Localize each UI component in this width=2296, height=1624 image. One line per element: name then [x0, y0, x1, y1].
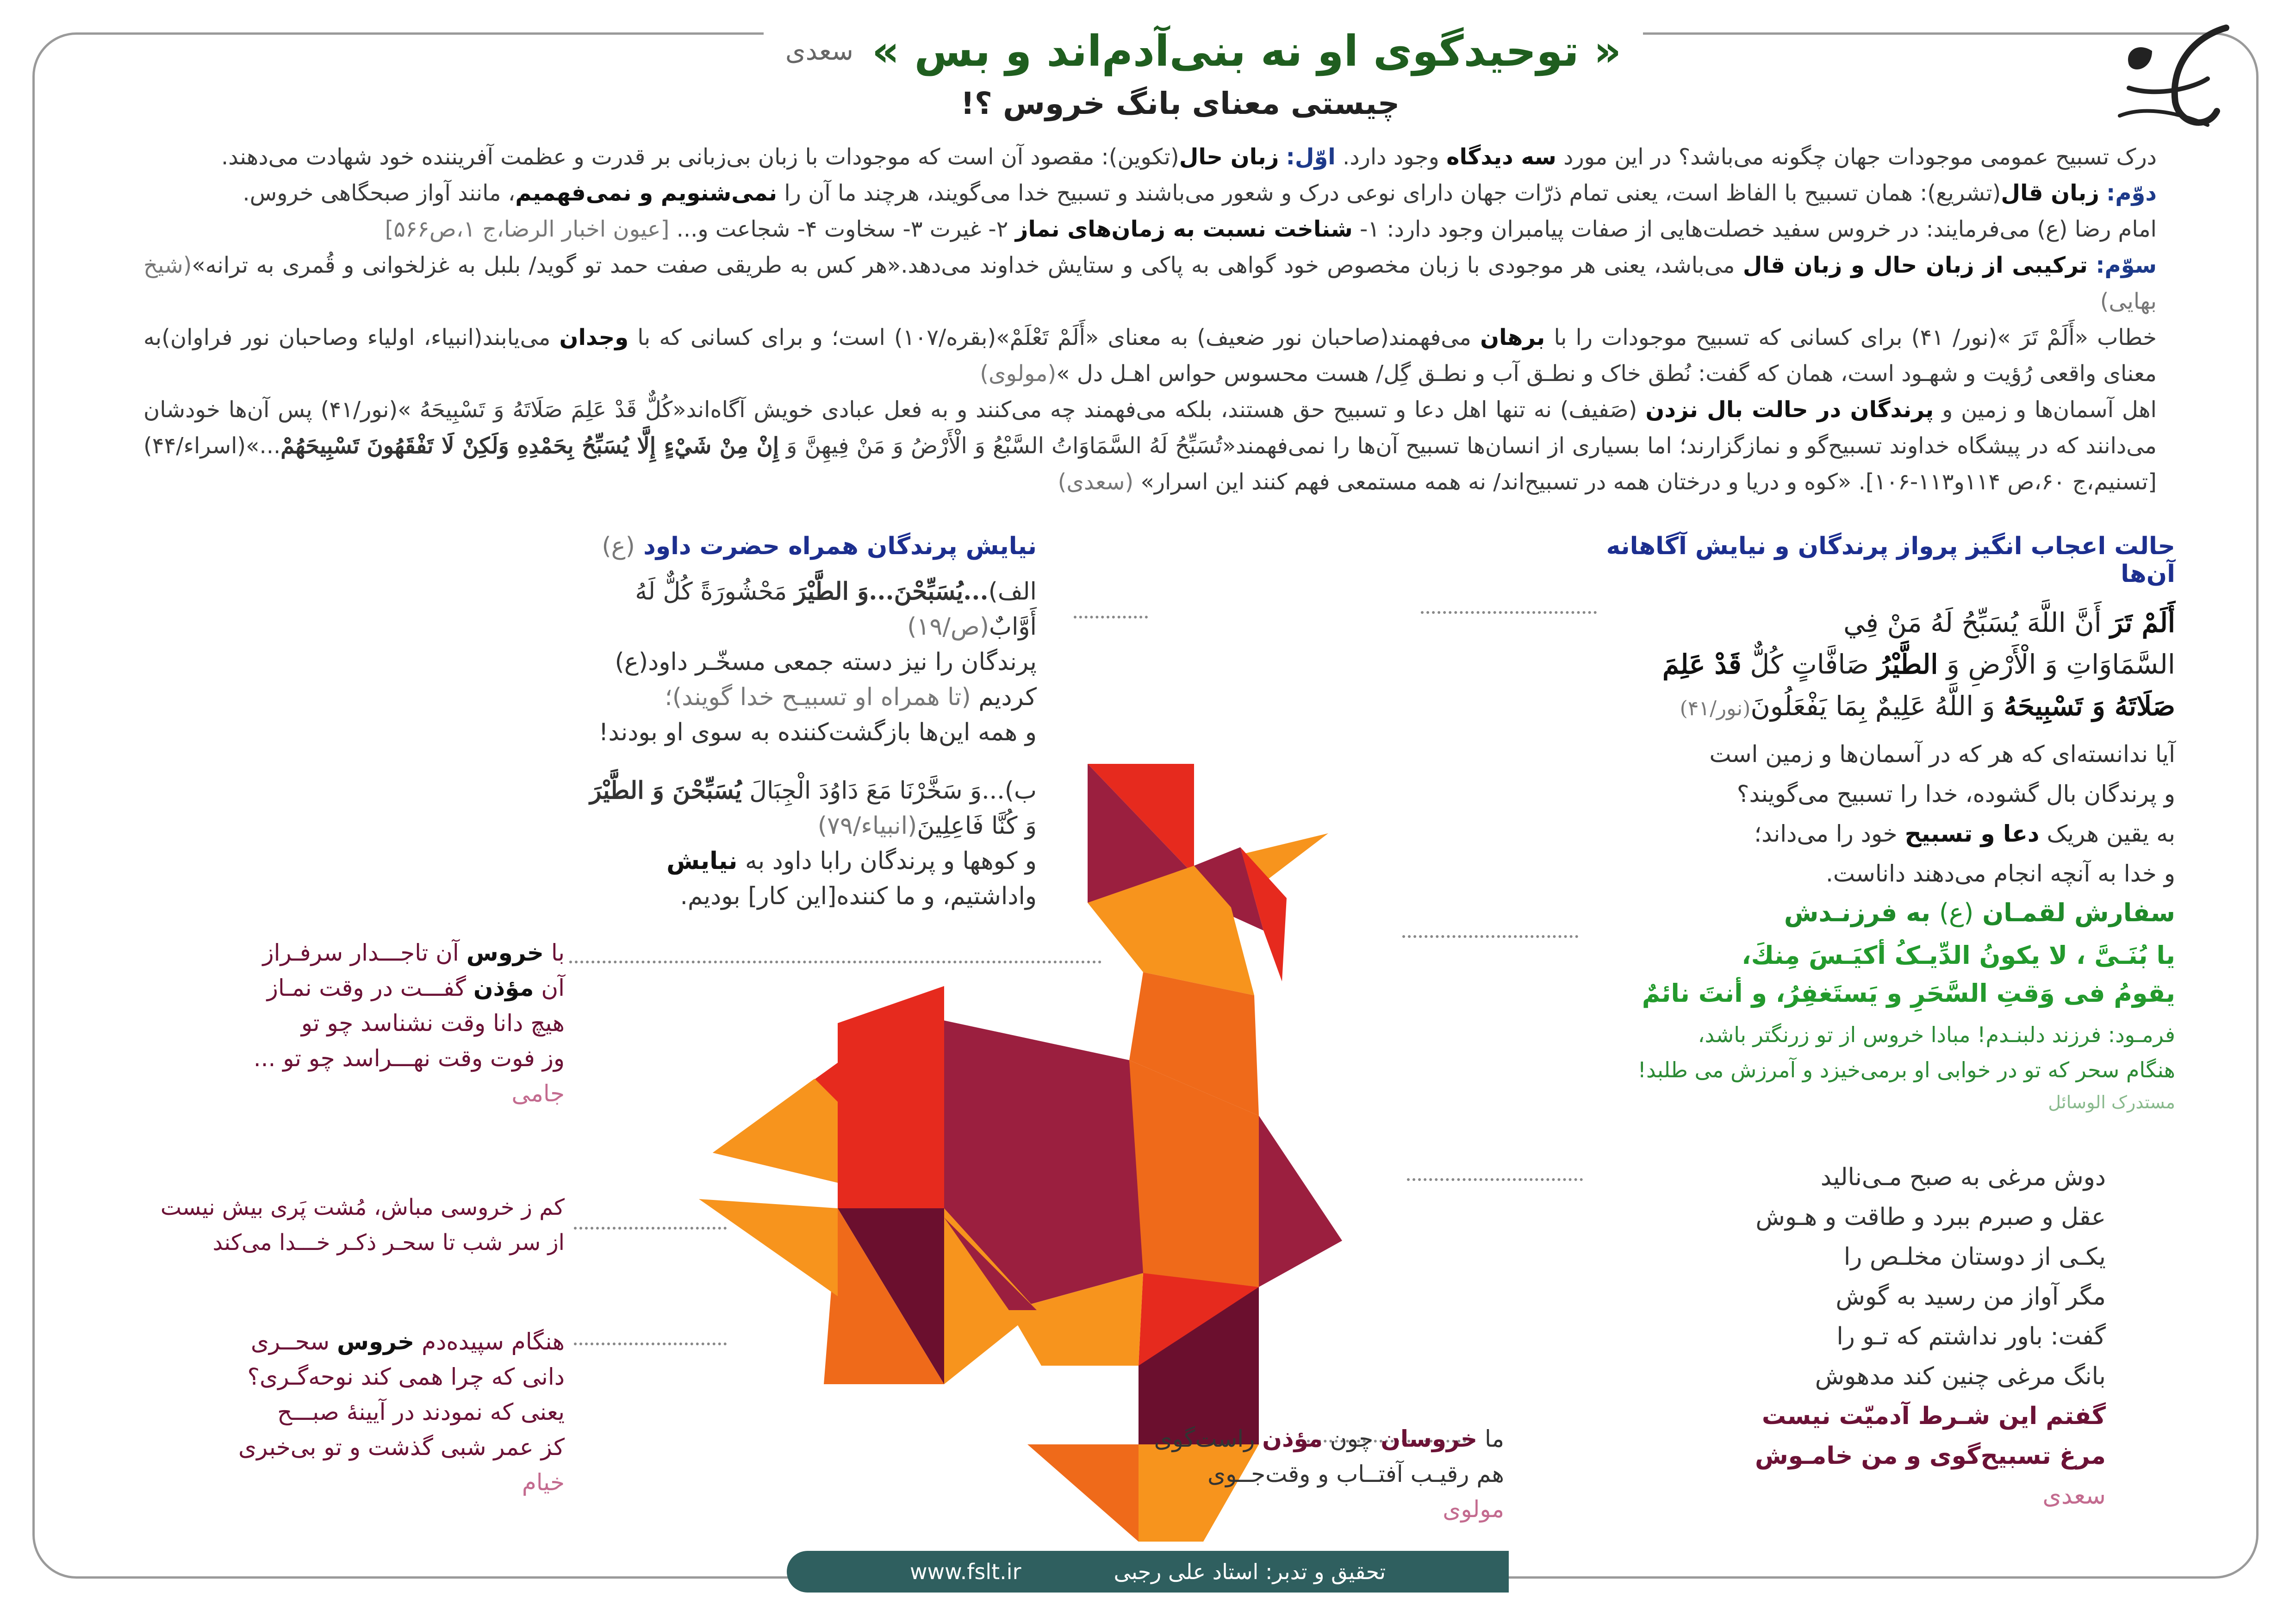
page-subtitle: چیستی معنای بانگ خروس ؟!: [960, 86, 1400, 121]
intro-line-6: اهل آسمان‌ها و زمین و پرندگان در حالت بال نزدن (صَفیف) نه تنها اهل دعا و تسبیح حق هستند، بلکه می‌فهمند چه می‌کنند و به فعل عبادی خویش آگاه‌اند«كُلٌّ قَدْ عَلِمَ صَلَاتَهُ وَ تَسْبِيحَهُ »(نور/۴۱) پس آن‌ها خودشان می‌دانند که در پیشگاه خداوند تسبیح‌گو و نمازگزارند؛ اما بسیاری از انسان‌ها تسبیح آن‌ها را نمی‌فهمند«تُسَبِّحُ لَهُ السَّمَاوَاتُ السَّبْعُ وَ الْأَرْضُ وَ مَنْ فِيهِنَّ وَ إِنْ مِنْ شَيْءٍ إِلَّا يُسَبِّحُ بِحَمْدِهِ وَلَكِنْ لَا تَفْقَهُونَ تَسْبِيحَهُمْ...»(اسراء/۴۴)[تسنیم،ج ۶۰،ص ۱۱۴و۱۱۳-۱۰۶]. «کوه و دریا و درختان همه در تسبیح‌اند/ نه همه مستمعی فهم کنند این اسرار» (سعدی): [143, 397, 2157, 495]
intro-text: [143, 139, 2157, 500]
intro-line-5: خطاب «أَلَمْ تَرَ »(نور/ ۴۱) برای کسانی که تسبیح موجودات را با برهان می‌فهمند(صاحبان نور ضعیف) به معنای «أَلَمْ تَعْلَمْ»(بقره/۱۰۷) است؛ و برای کسانی که با وجدان می‌یابند(انبیاء، اولیاء وصاحبان نور فراوان)به معنای واقعی رُؤیت و شهـود است، همان که گفت: نُطق خاک و نطـق آب و نطـق گِل/ هست محسوس حواس اهـل دل »(مولوی): [143, 325, 2157, 387]
footer-credit: تحقیق و تدبر: استاد علی رجبی: [1114, 1559, 1386, 1584]
rooster-tail-3: [838, 986, 944, 1208]
luqman-reference: مستدرک الوسائل: [2048, 1092, 2175, 1112]
jami-poem: با خروس آن تاجـــدار سرفـراز آن مؤذن گفـــت در وقت نمـاز هیچ دانا وقت نشناسد چو تو وز فوت وقت نهـــراسد چو تو ... جامی: [253, 939, 565, 1107]
molavi-poem: ما خروسان چون مؤذن راست‌گوی هم رقیـب آفتــاب و وقت‌جــوی مولوی: [1154, 1425, 1504, 1523]
intro-line-2: دوّم: زبان قال(تشریع): همان تسبیح با الفاظ است، یعنی تمام ذرّات جهان دارای نوعی درک و شعور می‌باشند و تسبیح خدا می‌گویند، هرچند ما آن را نمی‌شنویم و نمی‌فهمیم، مانند آواز صبحگاهی خروس.: [243, 180, 2157, 206]
luqman-persian: فرمـود: فرزند دلبنـدم! مبادا خروس از تو زرنگتر باشد، هنگام سحر که تو در خوابی او برمی‌خیزد و آمرزش می طلبد!: [1637, 1022, 2175, 1082]
leader-line: [569, 961, 1101, 963]
saadi-poem: دوش مرغی به صبح مـی‌نالید عقل و صبرم ببرد و طاقت و هـوش یکـی از دوستان مخلـص را مگر آواز من رسید به گوش گفت: باور نداشتم که تـو را بانگ مرغی چنین کند مدهوش گفتم این شـرط آدمیّت نیست مرغ تسبیح‌گوی و من خامـوش سعدی: [1755, 1163, 2106, 1510]
section-heading: حالت اعجاب انگیز پرواز پرندگان و نیایش آگاهانه آن‌ها: [1606, 532, 2175, 588]
section-heading: نیایش پرندگان همراه حضرت داود (ع): [602, 532, 1037, 560]
kam-poem: کم ز خروسی مباش، مُشت پَری بیش نیست از سر شب تا سحـر ذکـر خـــدا می‌کند: [160, 1194, 565, 1255]
leader-line: [574, 1227, 727, 1230]
leader-line: [574, 1343, 727, 1345]
nur-41-verse: أَلَمْ تَرَ أَنَّ اللَّهَ يُسَبِّحُ لَهُ مَنْ فِي السَّمَاوَاتِ وَ الْأَرْضِ وَ الطَّيْرُ صَافَّاتٍ كُلٌّ قَدْ عَلِمَ صَلَاتَهُ وَ تَسْبِيحَهُ وَ اللَّهُ عَلِيمٌ بِمَا يَفْعَلُونَ(نور/۴۱): [1662, 607, 2175, 722]
davud-verse-b: ب)...وَ سَخَّرْنَا مَعَ دَاوُدَ الْجِبَالَ يُسَبِّحْنَ وَ الطَّيْرَ وَ كُنَّا فَاعِلِينَ(انبیاء/۷۹) و کوهها و پرندگان رابا داود به نیایش واداشتیم، و ما کننده[این کار] بودیم.: [590, 776, 1037, 910]
birds-davud-section: [574, 532, 1037, 914]
rooster-tail-8: [699, 1199, 838, 1296]
davud-verse-a: الف)...يُسَبِّحْنَ...وَ الطَّيْرَ مَحْشُورَةً كُلٌّ لَهُ أَوَّابٌ(ص/۱۹) پرندگان را نیز دسته جمعی مسخّـر داود(ع) کردیم (تا همراه او تسبیـح خدا گویند)؛ و همه این‌ها بازگشت‌کننده به سوی او بودند!: [598, 577, 1037, 746]
footer-url[interactable]: www.fslt.ir: [909, 1559, 1021, 1584]
luqman-heading: سفارش لقمـان (ع) به فرزنـدش: [1784, 898, 2175, 927]
tadabor-logo-icon: [2101, 9, 2240, 148]
title-source: سعدی: [785, 36, 853, 66]
page-title: « توحیدگوی او نه بنی‌آدم‌اند و بس »: [871, 26, 1622, 76]
rooster-foot: [1027, 1444, 1139, 1542]
leader-line: [1421, 611, 1597, 614]
leader-line: [1402, 935, 1578, 938]
nur-41-translation: آیا ندانسته‌ای که هر که در آسمان‌ها و زمین است و پرندگان بال گشوده، خدا را تسبیح می‌گویند؟ به یقین هریک دعا و تسبیح خود را می‌داند؛ و خدا به آنچه انجام می‌دهند داناست.: [1709, 741, 2175, 887]
luqman-section: [1597, 898, 2175, 1112]
leader-line: [1074, 616, 1148, 618]
intro-line-1: درک تسبیح عمومی موجودات جهان چگونه می‌باشد؟ در این مورد سه دیدگاه وجود دارد. اوّل: زبان حال(تکوین): مقصود آن است که موجودات با زبان بی‌زبانی بر قدرت و عظمت آفریننده خود شهادت می‌دهند.: [221, 144, 2157, 170]
rooster-breast-dark: [1259, 1116, 1342, 1287]
leader-line: [1407, 1178, 1583, 1181]
footer-bar: [787, 1551, 1509, 1593]
title-bar: [764, 19, 1643, 83]
khayyam-poem: هنگام سپیده‌دم خروس سحــری دانی که چرا همی کند نوحه‌گـری؟ یعنی که نمودند در آیینهٔ صبـــح کز عمر شبی گذشت و تو بی‌خبری خیام: [238, 1328, 565, 1496]
birds-flight-section: [1597, 532, 2175, 893]
intro-line-4: سوّم: ترکیبی از زبان حال و زبان قال می‌باشد، یعنی هر موجودی با زبان مخصوص خود گواهی به پاکی و ستایش خداوند می‌دهد.«هر کس به طریقی صفت حمد تو گوید/ بلبل به غزلخوانی و قُمری به ترانه»(شیخ بهایی): [143, 252, 2157, 314]
intro-line-3: امام رضا (ع) می‌فرمایند: در خروس سفید خصلت‌هایی از صفات پیامبران وجود دارد: ۱- شناخت نسبت به زمان‌های نماز ۲- غیرت ۳- سخاوت ۴- شجاعت و... [عیون اخبار الرضا،ج ۱،ص۵۶۶]: [385, 216, 2157, 242]
luqman-arabic: یا بُنَـیَّ ، لا یکونُ الدِّیـکُ أکیَـسَ مِنكَ، یقومُ فی وَقتِ السَّحَرِ و یَستَغفِرُ، و أنتَ نائمٌ: [1642, 941, 2175, 1008]
